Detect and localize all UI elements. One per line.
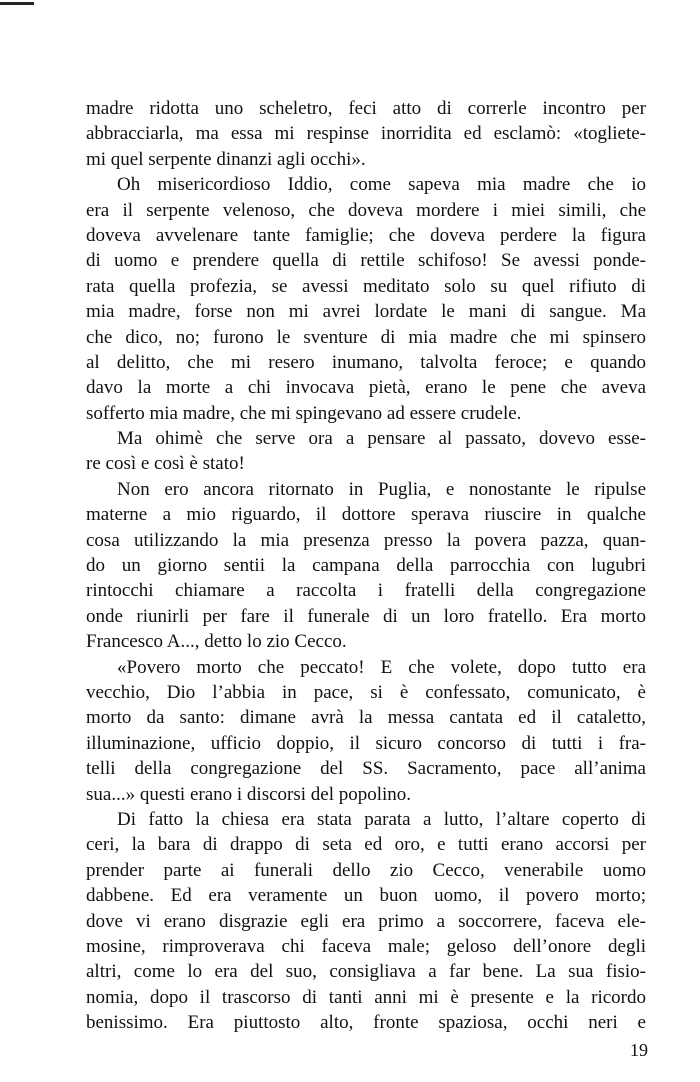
text-line: davo la morte a chi invocava pietà, erano le pene che aveva <box>86 377 646 399</box>
text-line: che dico, no; furono le sventure di mia madre che mi spinsero <box>86 326 646 348</box>
text-line: madre ridotta uno scheletro, feci atto di correrle incontro per <box>86 98 646 119</box>
text-line: «Povero morto che peccato! E che volete, dopo tutto era <box>117 656 646 678</box>
text-line: cosa utilizzando la mia presenza presso la povera pazza, quan- <box>86 529 646 551</box>
text-line: sofferto mia madre, che mi spingevano ad essere crudele. <box>86 402 522 424</box>
text-line: Oh misericordioso Iddio, come sapeva mia madre che io <box>117 174 646 196</box>
text-line: Ma ohimè che serve ora a pensare al passato, dovevo esse- <box>117 428 646 450</box>
text-line: prender parte ai funerali dello zio Cecco, venerabile uomo <box>86 859 646 881</box>
text-line: benissimo. Era piuttosto alto, fronte spaziosa, occhi neri e <box>86 1012 646 1034</box>
text-line: Di fatto la chiesa era stata parata a lutto, l’altare coperto di <box>117 808 646 830</box>
text-line: materne a mio riguardo, il dottore sperava riuscire in qualche <box>86 504 646 526</box>
text-line: ceri, la bara di drappo di seta ed oro, e tutti erano accorsi per <box>86 834 646 856</box>
text-line: vecchio, Dio l’abbia in pace, si è confessato, comunicato, è <box>86 681 646 703</box>
text-line: rintocchi chiamare a raccolta i fratelli della congregazione <box>86 580 646 602</box>
text-line: re così e così è stato! <box>86 453 245 475</box>
text-line: rata quella profezia, se avessi meditato solo su quel rifiuto di <box>86 275 646 297</box>
text-line: abbracciarla, ma essa mi respinse inorridita ed esclamò: «togliete- <box>86 123 646 145</box>
text-line: illuminazione, ufficio doppio, il sicuro concorso di tutti i fra- <box>86 732 646 754</box>
text-line: dove vi erano disgrazie egli era primo a soccorrere, faceva ele- <box>86 910 646 932</box>
text-line: telli della congregazione del SS. Sacramento, pace all’anima <box>86 758 646 780</box>
text-line: al delitto, che mi resero inumano, talvolta feroce; e quando <box>86 351 646 373</box>
text-line: dabbene. Ed era veramente un buon uomo, il povero morto; <box>86 885 646 907</box>
text-line: era il serpente velenoso, che doveva mordere i miei simili, che <box>86 199 646 221</box>
text-line: nomia, dopo il trascorso di tanti anni mi è presente e la ricordo <box>86 986 646 1008</box>
text-line: mia madre, forse non mi avrei lordate le mani di sangue. Ma <box>86 301 646 323</box>
text-line: onde riunirli per fare il funerale di un loro fratello. Era morto <box>86 605 646 627</box>
body-text <box>86 96 646 1035</box>
text-line: mosine, rimproverava chi faceva male; geloso dell’onore degli <box>86 935 646 957</box>
text-line: morto da santo: dimane avrà la messa cantata ed il cataletto, <box>86 707 646 729</box>
text-line: doveva avvelenare tante famiglie; che doveva perdere la figura <box>86 224 646 246</box>
text-line: sua...» questi erano i discorsi del popolino. <box>86 783 412 805</box>
text-line: altri, come lo era del suo, consigliava a far bene. La sua fisio- <box>86 961 646 983</box>
scan-corner-mark <box>0 2 34 5</box>
text-line: do un giorno sentii la campana della parrocchia con lugubri <box>86 555 646 577</box>
text-line: mi quel serpente dinanzi agli occhi». <box>86 148 366 170</box>
text-line: Francesco A..., detto lo zio Cecco. <box>86 631 347 653</box>
page-number: 19 <box>630 1040 648 1060</box>
text-line: di uomo e prendere quella di rettile schifoso! Se avessi ponde- <box>86 250 646 272</box>
text-line: Non ero ancora ritornato in Puglia, e nonostante le ripulse <box>117 478 646 500</box>
